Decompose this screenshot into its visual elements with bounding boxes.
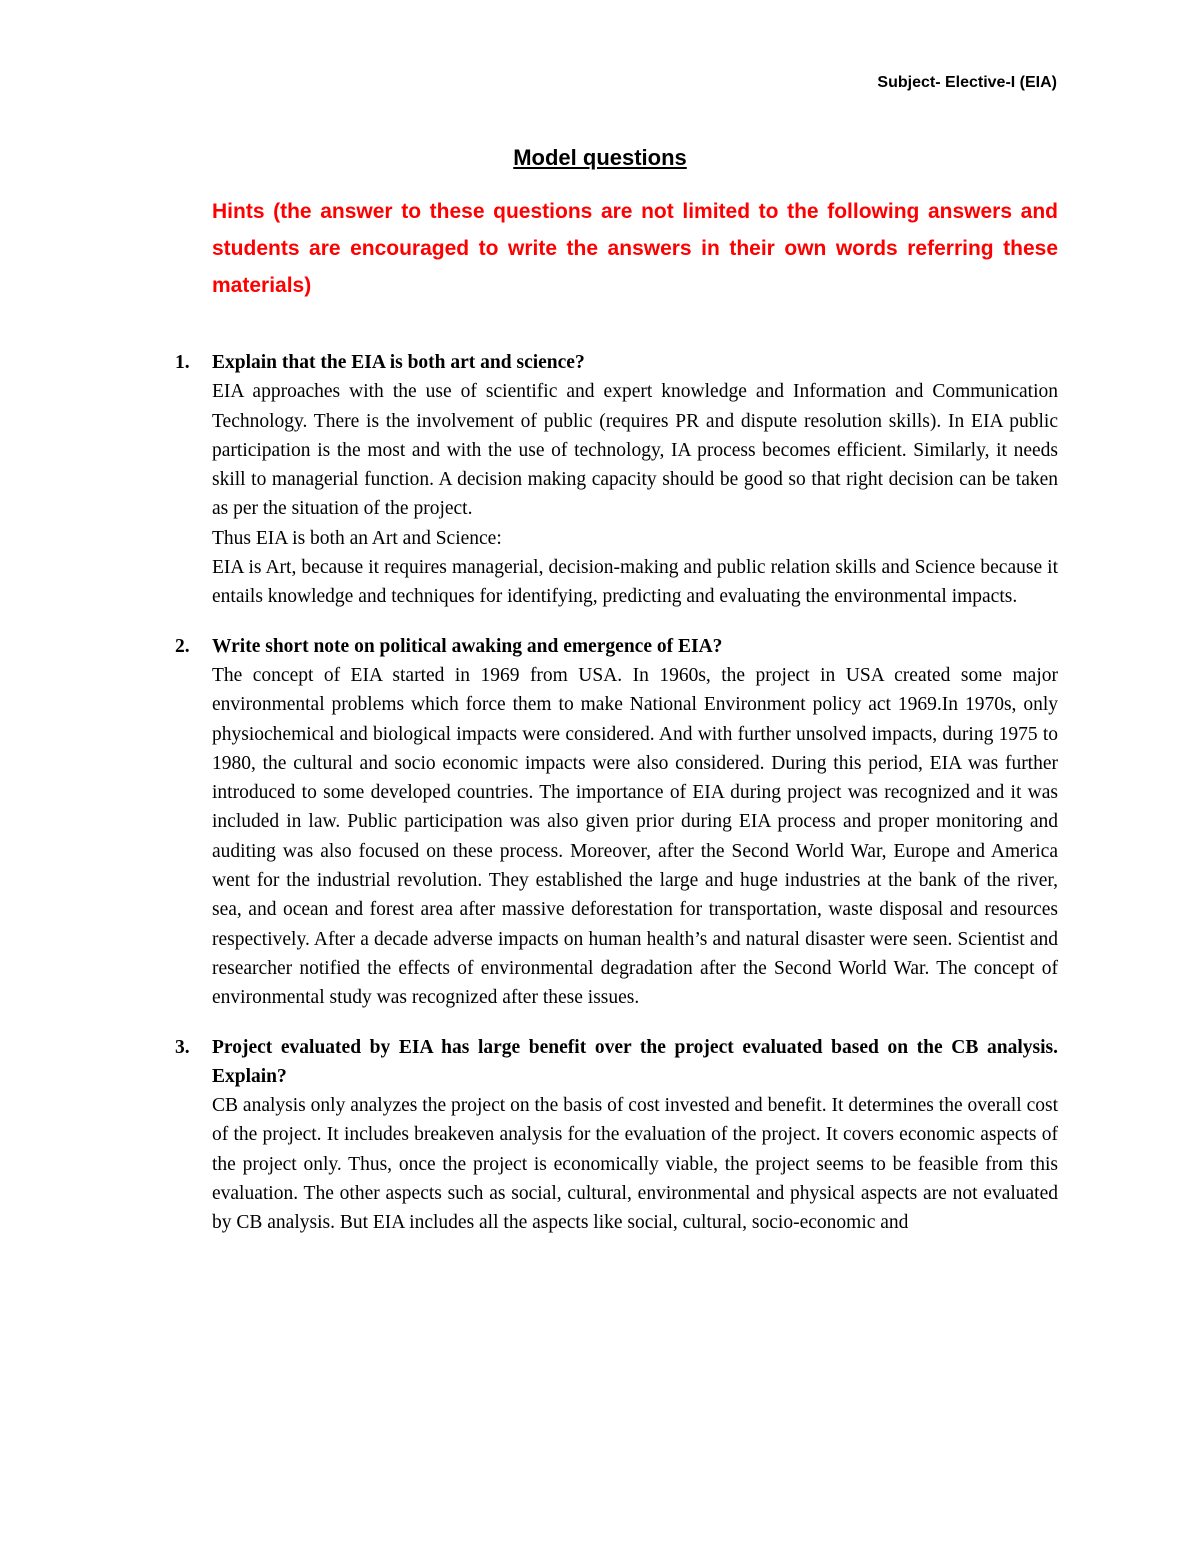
- question-item: [175, 632, 1058, 1013]
- hints-note: Hints (the answer to these questions are not limited to the following answers and students are encouraged to write the answers in their own words referring these materials): [212, 200, 1058, 297]
- question-answer: EIA is Art, because it requires managerial, decision-making and public relation skills and Science because it entails knowledge and techniques for identifying, predicting and evaluating the environmental impacts.: [212, 557, 1058, 608]
- page-title: Model questions: [513, 145, 687, 170]
- question-item: [175, 1033, 1058, 1238]
- question-number: 2.: [175, 635, 190, 657]
- question-answer: EIA approaches with the use of scientific and expert knowledge and Information and Communication Technology. There is the involvement of public (requires PR and dispute resolution skills). In EIA public participation is the most and with the use of technology, IA process becomes efficient. Similarly, it needs skill to managerial function. A decision making capacity should be good so that right decision can be taken as per the situation of the project.: [212, 381, 1058, 520]
- question-number: 3.: [175, 1036, 190, 1058]
- question-title: Explain that the EIA is both art and science?: [212, 352, 585, 373]
- question-answer: The concept of EIA started in 1969 from USA. In 1960s, the project in USA created some major environmental problems which force them to make National Environment policy act 1969.In 1970s, only physiochemical and biological impacts were considered. And with further unsolved impacts, during 1975 to 1980, the cultural and socio economic impacts were also considered. During this period, EIA was further introduced to some developed countries. The importance of EIA during project was recognized and it was included in law. Public participation was also given prior during EIA process and proper monitoring and auditing was also focused on these process. Moreover, after the Second World War, Europe and America went for the industrial revolution. They established the large and huge industries at the bank of the river, sea, and ocean and forest area after massive deforestation for transportation, waste disposal and resources respectively. After a decade adverse impacts on human health’s and natural disaster were seen. Scientist and researcher notified the effects of environmental degradation after the Second World War. The concept of environmental study was recognized after these issues.: [212, 664, 1058, 1009]
- question-answer-line: Thus EIA is both an Art and Science:: [212, 527, 502, 549]
- question-item: [175, 348, 1058, 612]
- question-answer: CB analysis only analyzes the project on the basis of cost invested and benefit. It determines the overall cost of the project. It includes breakeven analysis for the evaluation of the project. It covers economic aspects of the project only. Thus, once the project is economically viable, the project seems to be feasible from this evaluation. The other aspects such as social, cultural, environmental and physical aspects are not evaluated by CB analysis. But EIA includes all the aspects like social, cultural, socio-economic and: [212, 1095, 1058, 1234]
- question-list: [175, 348, 1058, 1258]
- question-title: Write short note on political awaking and emergence of EIA?: [212, 635, 723, 657]
- question-number: 1.: [175, 352, 190, 373]
- question-title: Project evaluated by EIA has large benefit over the project evaluated based on the CB analysis. Explain?: [212, 1036, 1058, 1087]
- subject-header: Subject- Elective-I (EIA): [877, 74, 1057, 91]
